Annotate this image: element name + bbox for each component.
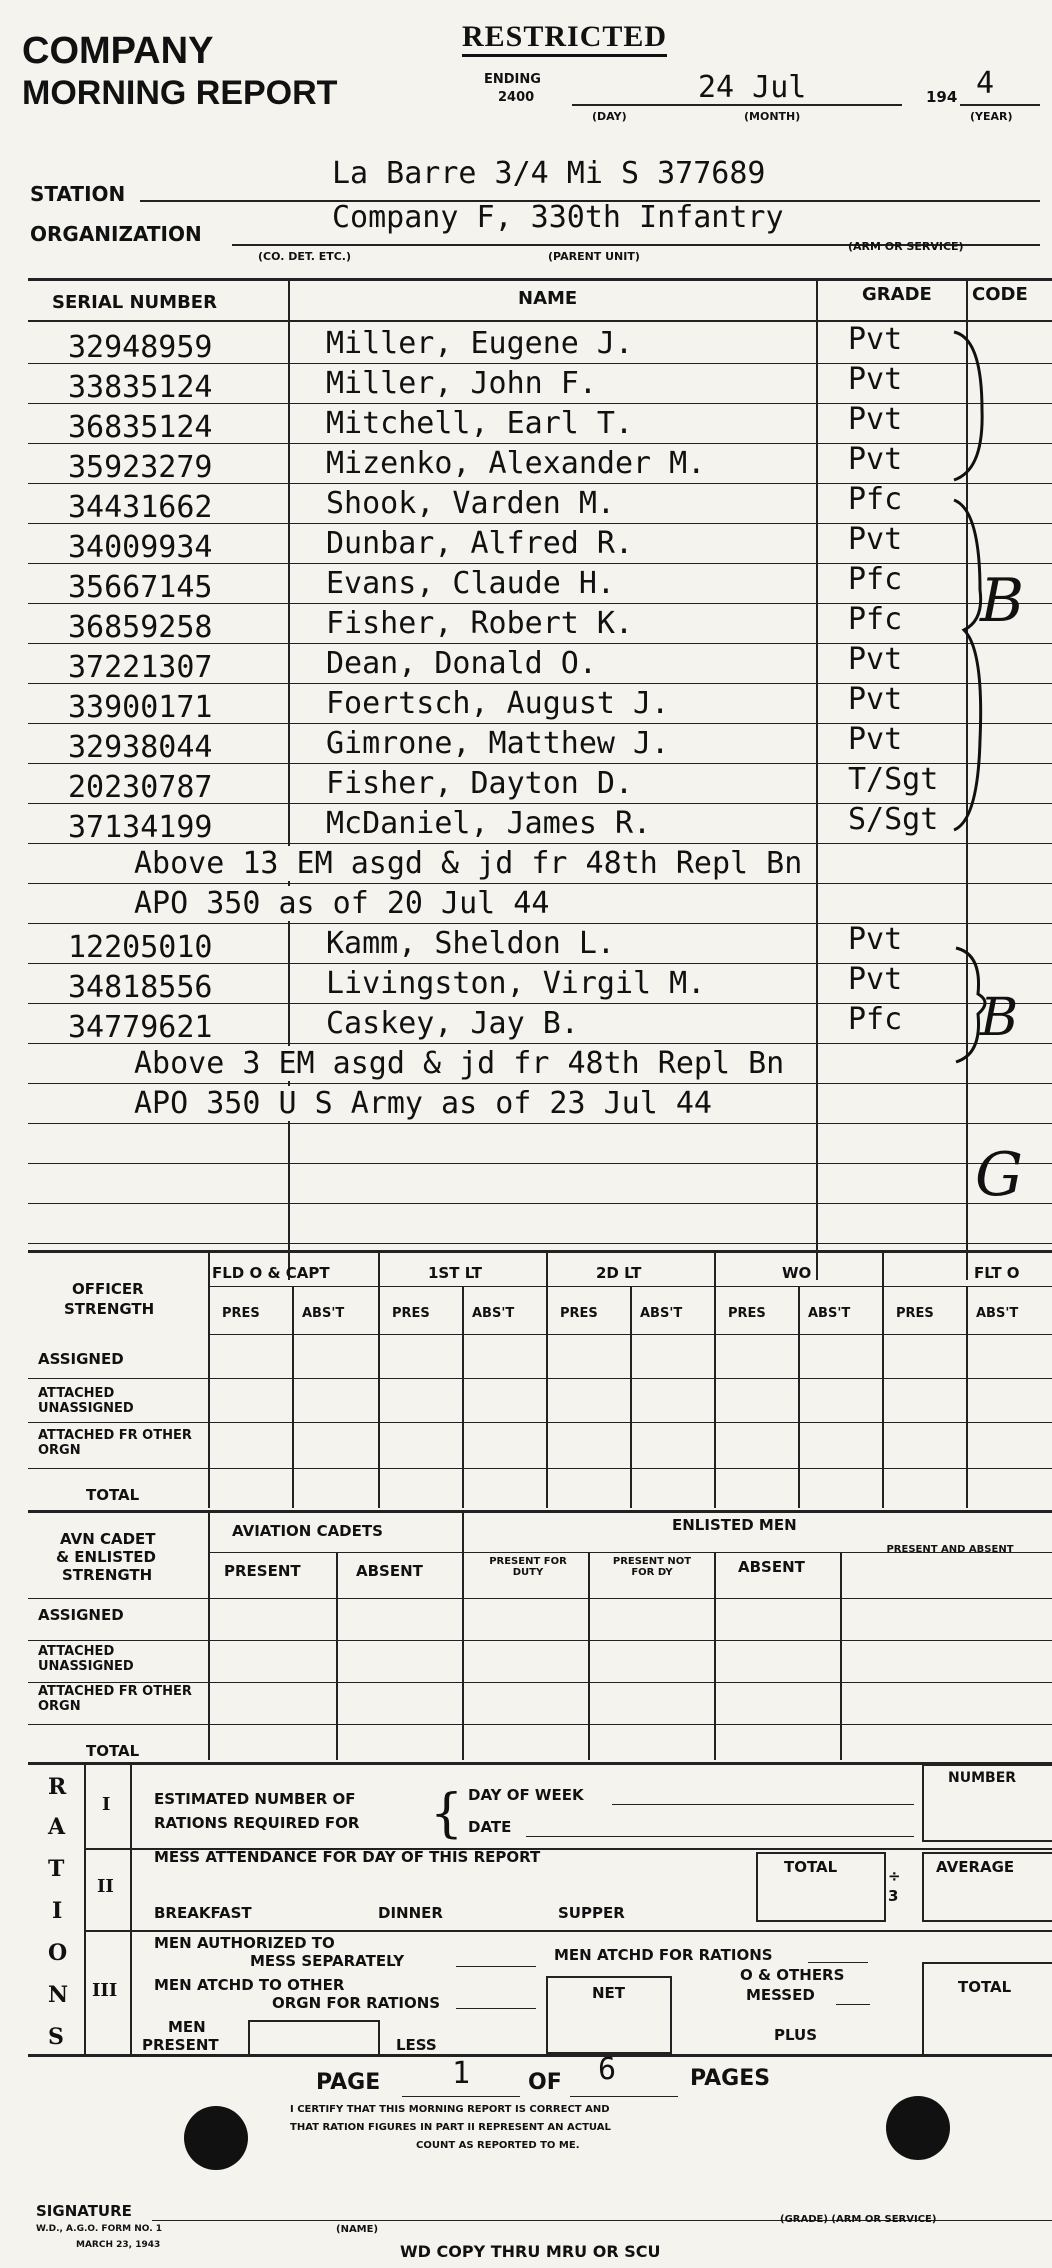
rule xyxy=(570,2096,678,2097)
row-serial: 34009934 xyxy=(68,530,213,565)
rations-letter-i: I xyxy=(52,1898,63,1924)
supper-label: SUPPER xyxy=(558,1904,625,1922)
rations-letter-r: R xyxy=(48,1774,67,1800)
row-grade: Pvt xyxy=(848,522,903,557)
org-sub-left: (CO. DET. ETC.) xyxy=(258,250,352,263)
rule xyxy=(28,1378,1052,1379)
roster-col-divider-2 xyxy=(816,280,818,1280)
present-header: PRESENT xyxy=(224,1562,301,1580)
roster-top-border xyxy=(28,278,1052,281)
ending-time: 2400 xyxy=(498,90,535,105)
code-mark-b2: B xyxy=(980,988,1019,1048)
em-absent-header: ABSENT xyxy=(738,1558,805,1576)
col xyxy=(378,1252,380,1508)
estimated-rations-2: RATIONS REQUIRED FOR xyxy=(154,1814,360,1832)
breakfast-label: BREAKFAST xyxy=(154,1904,252,1922)
org-sub-mid: (PARENT UNIT) xyxy=(548,250,640,263)
o-others-2: MESSED xyxy=(746,1986,815,2004)
rule xyxy=(808,1962,868,1963)
col xyxy=(714,1252,716,1508)
rule xyxy=(28,2054,1052,2057)
rule xyxy=(28,1422,1052,1423)
certify-line-3: COUNT AS REPORTED TO ME. xyxy=(416,2140,580,2151)
station-value: La Barre 3/4 Mi S 377689 xyxy=(332,156,766,191)
rule xyxy=(28,1640,1052,1641)
o-others-1: O & OTHERS xyxy=(740,1966,845,1984)
transfer-note-2: Above 3 EM asgd & jd fr 48th Repl Bn xyxy=(134,1046,785,1081)
row-serial: 33900171 xyxy=(68,690,213,725)
row-name: Mitchell, Earl T. xyxy=(326,406,634,441)
rule xyxy=(28,1598,1052,1599)
row-grade: Pfc xyxy=(848,1002,903,1037)
officer-row-attached-unassigned: ATTACHED UNASSIGNED xyxy=(38,1386,134,1416)
abs-header: ABS'T xyxy=(472,1306,515,1321)
row-name: Caskey, Jay B. xyxy=(326,1006,579,1041)
officer-row-attached-fr-other: ATTACHED FR OTHER ORGN xyxy=(38,1428,192,1458)
binder-hole-right xyxy=(886,2096,950,2160)
row-grade: Pvt xyxy=(848,722,903,757)
col xyxy=(588,1552,590,1760)
row-serial: 33835124 xyxy=(68,370,213,405)
enlisted-men-header: ENLISTED MEN xyxy=(672,1516,797,1534)
certify-line-1: I CERTIFY THAT THIS MORNING REPORT IS CORRECT AND xyxy=(290,2104,610,2115)
men-present-box xyxy=(248,2020,380,2056)
row-serial: 35923279 xyxy=(68,450,213,485)
men-present-2: PRESENT xyxy=(142,2036,219,2054)
col xyxy=(882,1252,884,1508)
grade-caption: (GRADE) (ARM OR SERVICE) xyxy=(780,2214,937,2225)
rule xyxy=(456,2008,536,2009)
organization-label: ORGANIZATION xyxy=(30,222,202,246)
rule xyxy=(28,1468,1052,1469)
rations-letter-s: S xyxy=(48,2024,64,2050)
rule xyxy=(402,2096,520,2097)
day-of-week-label: DAY OF WEEK xyxy=(468,1786,584,1804)
col xyxy=(130,1764,132,2054)
rations-letter-t: T xyxy=(48,1856,65,1882)
row-serial: 37134199 xyxy=(68,810,213,845)
pres-header: PRES xyxy=(728,1306,766,1321)
rule xyxy=(208,1286,1052,1287)
restricted-stamp: RESTRICTED xyxy=(462,20,667,57)
grade-header: GRADE xyxy=(862,284,932,305)
row-grade: Pvt xyxy=(848,362,903,397)
plus-label: PLUS xyxy=(774,2026,818,2044)
aviation-cadets-header: AVIATION CADETS xyxy=(232,1522,383,1540)
group-2d-lt: 2D LT xyxy=(596,1264,642,1282)
rule xyxy=(28,1163,1052,1164)
rule xyxy=(208,1334,1052,1335)
rations-total-box xyxy=(922,1962,1052,2056)
pres-header: PRES xyxy=(222,1306,260,1321)
row-name: Miller, Eugene J. xyxy=(326,326,634,361)
month-label: (MONTH) xyxy=(744,110,801,123)
report-date: 24 Jul xyxy=(698,70,807,105)
cadet-title-2: & ENLISTED xyxy=(56,1548,156,1566)
col xyxy=(840,1552,842,1760)
group-wo: WO xyxy=(782,1264,812,1282)
row-serial: 35667145 xyxy=(68,570,213,605)
binder-hole-left xyxy=(184,2106,248,2170)
officer-strength-title: OFFICER xyxy=(72,1280,144,1298)
date-label: DATE xyxy=(468,1818,512,1836)
code-mark-g: G xyxy=(975,1140,1023,1210)
men-authorized-2: MESS SEPARATELY xyxy=(250,1952,405,1970)
row-serial: 37221307 xyxy=(68,650,213,685)
net-label: NET xyxy=(592,1984,626,2002)
pages-label: PAGES xyxy=(690,2066,771,2091)
page-number: 1 xyxy=(452,2056,471,2091)
wd-copy-label: WD COPY THRU MRU OR SCU xyxy=(400,2242,661,2261)
transfer-note-2b: APO 350 U S Army as of 23 Jul 44 xyxy=(134,1086,712,1121)
row-grade: T/Sgt xyxy=(848,762,939,797)
rule xyxy=(28,1724,1052,1725)
abs-header: ABS'T xyxy=(640,1306,683,1321)
divide-by-three: ÷ 3 xyxy=(888,1867,901,1905)
part-iii: III xyxy=(92,1980,118,2001)
signature-label: SIGNATURE xyxy=(36,2202,132,2220)
col xyxy=(462,1286,464,1508)
abs-header: ABS'T xyxy=(302,1306,345,1321)
rations-letter-n: N xyxy=(48,1982,69,2008)
col xyxy=(336,1552,338,1760)
org-sub-right: (ARM OR SERVICE) xyxy=(848,240,964,253)
rule xyxy=(526,1836,914,1837)
row-grade: Pvt xyxy=(848,682,903,717)
cadet-title-1: AVN CADET xyxy=(60,1530,156,1548)
present-for-duty-header: PRESENT FOR DUTY xyxy=(489,1556,567,1578)
cadet-row-assigned: ASSIGNED xyxy=(38,1606,124,1624)
row-serial: 36835124 xyxy=(68,410,213,445)
men-atchd-other-1: MEN ATCHD TO OTHER xyxy=(154,1976,345,1994)
part-ii: II xyxy=(97,1876,114,1897)
row-serial: 32948959 xyxy=(68,330,213,365)
row-name: Miller, John F. xyxy=(326,366,597,401)
row-grade: Pvt xyxy=(848,642,903,677)
row-grade: Pvt xyxy=(848,922,903,957)
officer-row-total: TOTAL xyxy=(86,1486,140,1504)
men-atchd-rations: MEN ATCHD FOR RATIONS xyxy=(554,1946,773,1964)
ending-label: ENDING xyxy=(484,72,541,87)
row-serial: 20230787 xyxy=(68,770,213,805)
row-grade: Pfc xyxy=(848,602,903,637)
row-name: McDaniel, James R. xyxy=(326,806,652,841)
year-underline xyxy=(960,104,1040,106)
abs-header: ABS'T xyxy=(976,1306,1019,1321)
organization-value: Company F, 330th Infantry xyxy=(332,200,784,235)
day-label: (DAY) xyxy=(592,110,627,123)
cadet-title-3: STRENGTH xyxy=(62,1566,153,1584)
of-label: OF xyxy=(528,2070,562,2095)
year-label: (YEAR) xyxy=(970,110,1013,123)
rule xyxy=(28,1083,1052,1084)
col xyxy=(462,1512,464,1760)
row-grade: Pvt xyxy=(848,322,903,357)
form-title-2: MORNING REPORT xyxy=(22,74,338,112)
officer-row-assigned: ASSIGNED xyxy=(38,1350,124,1368)
name-caption: (NAME) xyxy=(336,2224,379,2235)
pres-header: PRES xyxy=(896,1306,934,1321)
men-present-1: MEN xyxy=(168,2018,206,2036)
mess-total-label: TOTAL xyxy=(784,1858,838,1876)
row-name: Shook, Varden M. xyxy=(326,486,615,521)
rule xyxy=(28,1243,1052,1244)
pres-header: PRES xyxy=(392,1306,430,1321)
row-grade: Pvt xyxy=(848,442,903,477)
col xyxy=(966,1286,968,1508)
number-label: NUMBER xyxy=(948,1770,1017,1786)
cadet-row-attached-fr-other: ATTACHED FR OTHER ORGN xyxy=(38,1684,192,1714)
col xyxy=(546,1252,548,1508)
rations-total-label: TOTAL xyxy=(958,1978,1012,1996)
col xyxy=(208,1512,210,1760)
men-atchd-other-2: ORGN FOR RATIONS xyxy=(272,1994,441,2012)
rations-letter-o: O xyxy=(48,1940,68,1966)
name-header: NAME xyxy=(518,288,578,309)
rule xyxy=(28,883,1052,884)
abs-header: ABS'T xyxy=(808,1306,851,1321)
present-not-for-duty-header: PRESENT NOT FOR DY xyxy=(612,1556,692,1578)
group-fld-o-capt: FLD O & CAPT xyxy=(212,1264,330,1282)
brace: { xyxy=(430,1784,464,1844)
form-number: W.D., A.G.O. FORM NO. 1 xyxy=(36,2224,163,2234)
year-value: 4 xyxy=(976,66,995,101)
code-header: CODE xyxy=(972,284,1028,305)
row-name: Livingston, Virgil M. xyxy=(326,966,706,1001)
serial-number-header: SERIAL NUMBER xyxy=(52,292,217,313)
year-prefix: 194 xyxy=(926,88,958,106)
row-serial: 32938044 xyxy=(68,730,213,765)
row-grade: Pvt xyxy=(848,962,903,997)
row-name: Fisher, Dayton D. xyxy=(326,766,634,801)
rule xyxy=(28,1510,1052,1513)
present-and-absent-header: PRESENT AND ABSENT xyxy=(886,1544,1014,1555)
cadet-row-attached-unassigned: ATTACHED UNASSIGNED xyxy=(38,1644,134,1674)
station-label: STATION xyxy=(30,182,126,206)
transfer-note-1: Above 13 EM asgd & jd fr 48th Repl Bn xyxy=(134,846,803,881)
cadet-row-total: TOTAL xyxy=(86,1742,140,1760)
row-serial: 34779621 xyxy=(68,1010,213,1045)
officer-strength-title-2: STRENGTH xyxy=(64,1300,155,1318)
average-label: AVERAGE xyxy=(936,1858,1015,1876)
row-serial: 34818556 xyxy=(68,970,213,1005)
rations-letter-a: A xyxy=(48,1814,66,1840)
dinner-label: DINNER xyxy=(378,1904,443,1922)
certify-line-2: THAT RATION FIGURES IN PART II REPRESENT AN ACTUAL xyxy=(290,2122,611,2133)
transfer-note-1b: APO 350 as of 20 Jul 44 xyxy=(134,886,550,921)
row-name: Mizenko, Alexander M. xyxy=(326,446,706,481)
rule xyxy=(28,1203,1052,1204)
row-name: Foertsch, August J. xyxy=(326,686,670,721)
col xyxy=(208,1252,210,1508)
row-serial: 34431662 xyxy=(68,490,213,525)
row-name: Fisher, Robert K. xyxy=(326,606,634,641)
rule xyxy=(28,1123,1052,1124)
roster-bottom-border xyxy=(28,1250,1052,1253)
form-title-1: COMPANY xyxy=(22,30,214,72)
row-grade: S/Sgt xyxy=(848,802,939,837)
row-grade: Pfc xyxy=(848,562,903,597)
rule xyxy=(836,2004,870,2005)
row-name: Dean, Donald O. xyxy=(326,646,597,681)
men-authorized-1: MEN AUTHORIZED TO xyxy=(154,1934,335,1952)
pages-total: 6 xyxy=(598,2052,617,2087)
row-grade: Pfc xyxy=(848,482,903,517)
rule xyxy=(84,1930,1052,1932)
col xyxy=(630,1286,632,1508)
row-grade: Pvt xyxy=(848,402,903,437)
form-date: MARCH 23, 1943 xyxy=(76,2240,161,2250)
date-underline xyxy=(572,104,902,106)
rule xyxy=(612,1804,914,1805)
group-1st-lt: 1ST LT xyxy=(428,1264,483,1282)
code-mark-b1: B xyxy=(980,566,1025,636)
page-label: PAGE xyxy=(316,2070,381,2095)
less-label: LESS xyxy=(396,2036,437,2054)
pres-header: PRES xyxy=(560,1306,598,1321)
mess-attendance-label: MESS ATTENDANCE FOR DAY OF THIS REPORT xyxy=(154,1848,541,1866)
absent-header: ABSENT xyxy=(356,1562,423,1580)
col xyxy=(714,1552,716,1760)
col xyxy=(798,1286,800,1508)
rule xyxy=(28,1682,1052,1683)
row-serial: 36859258 xyxy=(68,610,213,645)
row-name: Kamm, Sheldon L. xyxy=(326,926,615,961)
roster-col-divider-1 xyxy=(288,280,290,1280)
rule xyxy=(28,1762,1052,1765)
rule xyxy=(456,1966,536,1967)
part-i: I xyxy=(102,1794,111,1815)
group-flt-o: FLT O xyxy=(974,1264,1020,1282)
col xyxy=(84,1764,86,2054)
col xyxy=(292,1286,294,1508)
row-name: Dunbar, Alfred R. xyxy=(326,526,634,561)
estimated-rations-1: ESTIMATED NUMBER OF xyxy=(154,1790,356,1808)
row-name: Evans, Claude H. xyxy=(326,566,615,601)
row-serial: 12205010 xyxy=(68,930,213,965)
row-name: Gimrone, Matthew J. xyxy=(326,726,670,761)
